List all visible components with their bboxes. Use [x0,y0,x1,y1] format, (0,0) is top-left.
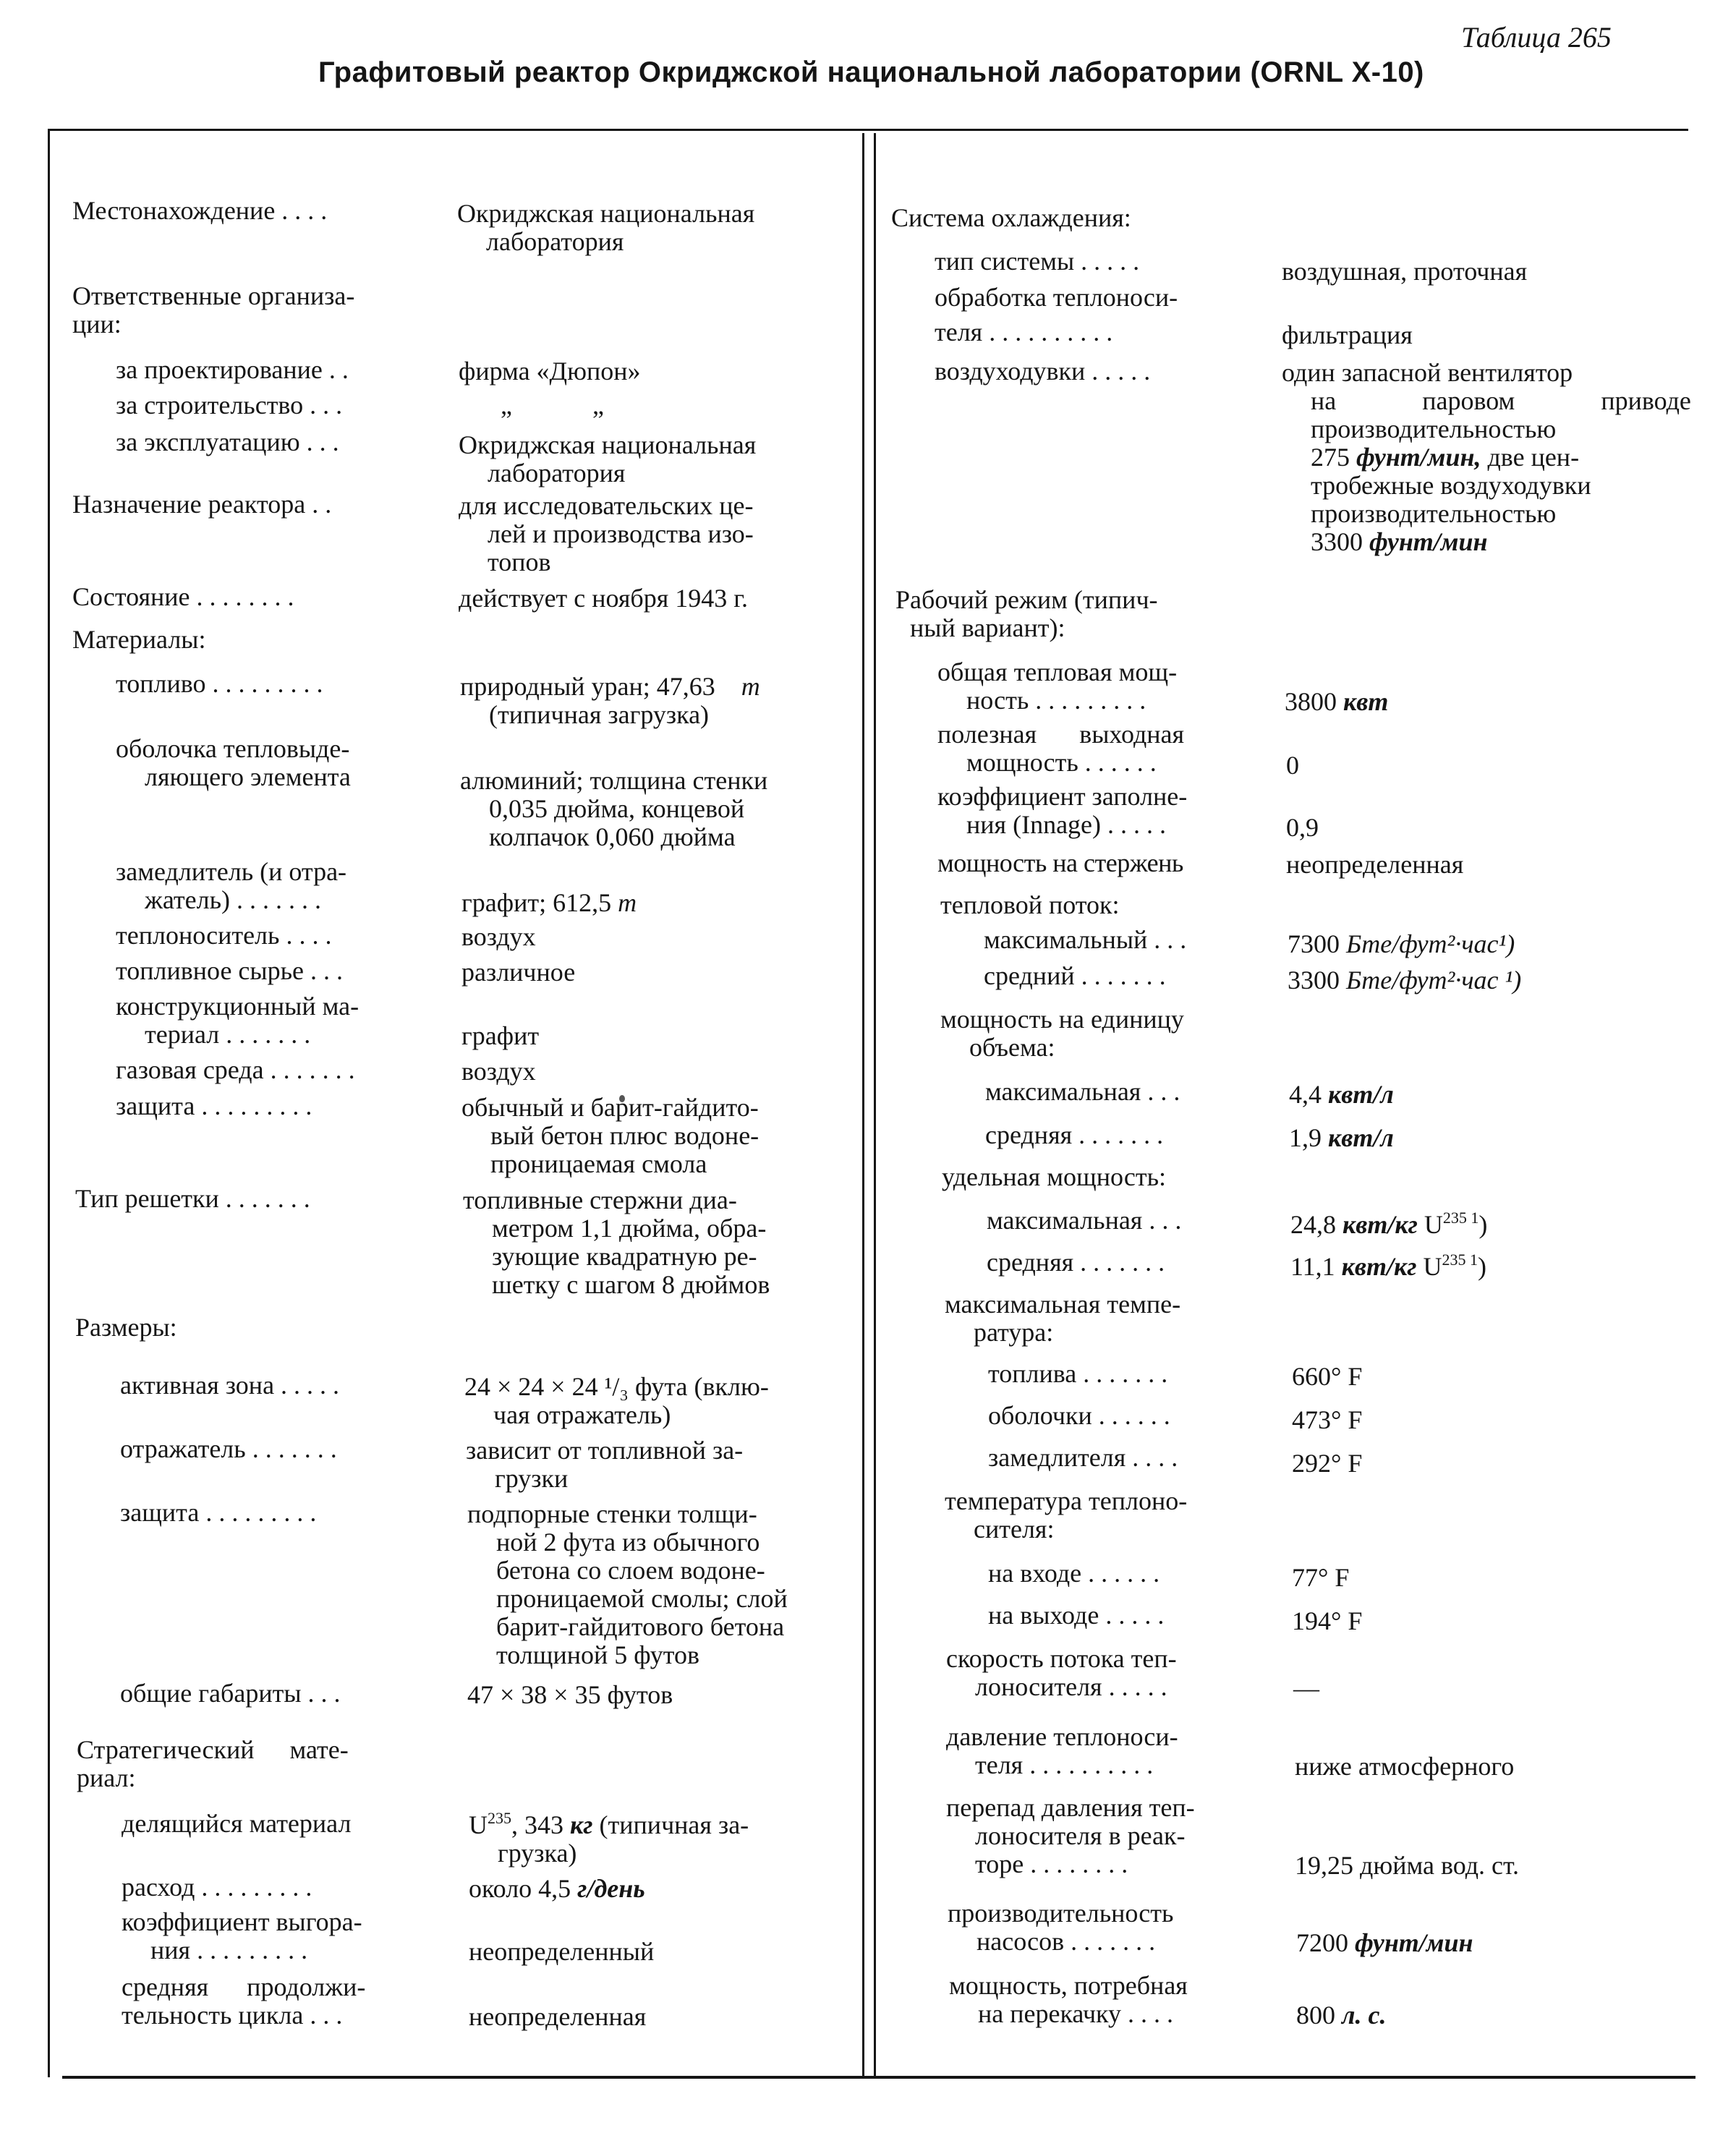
fill-factor-label: коэффициент заполне- [937,782,1188,811]
column-divider [862,133,864,2076]
dp-value: 19,25 дюйма вод. ст. [1295,1851,1520,1880]
blowers-value-3: производительностью [1311,414,1557,443]
t-clad-value: 473° F [1292,1405,1363,1434]
t-in-label: на входе . . . . . . [988,1559,1160,1588]
flow-value: — [1293,1674,1319,1703]
shield-value-6: толщиной 5 футов [496,1640,699,1669]
rod-power-label: мощность на стержень [937,848,1183,877]
orgs-label-cont: ции: [72,310,122,338]
fuel-label: топливо . . . . . . . . . [116,669,323,698]
flow-label-cont: лоносителя . . . . . [975,1672,1167,1701]
flow-label: скорость потока теп- [946,1644,1177,1673]
fissile-value: $U^{235}$, 343 кг (типичная за- [469,1809,749,1839]
pumps-label: производительность [948,1899,1174,1928]
shield-label: защита . . . . . . . . . [120,1498,317,1527]
sys-type-label: тип системы . . . . . [935,247,1140,276]
flux-avg-value: 3300 Бте/фут²·час ¹) [1288,966,1522,995]
dp-label-3: торе . . . . . . . . [975,1849,1128,1878]
core-value-cont: чая отражатель) [493,1400,671,1429]
design-label: за проектирование . . [116,355,349,384]
operation-value: Окриджская национальная [459,430,757,459]
materials-label: Материалы: [72,625,206,654]
thermal-label: общая тепловая мощ- [937,657,1178,686]
construction-label: за строительство . . . [116,391,343,420]
shield-value-4: проницаемой смолы; слой [496,1584,788,1613]
gas-label: газовая среда . . . . . . . [116,1055,355,1084]
sp-max-label: максимальная . . . [987,1206,1182,1235]
rod-power-value: неопределенная [1286,850,1464,879]
treatment-label-cont: теля . . . . . . . . . . [935,318,1113,346]
thermal-label-cont: ность . . . . . . . . . [966,686,1146,715]
shielding-label: защита . . . . . . . . . [116,1091,312,1120]
fertile-label: топливное сырье . . . [116,956,343,985]
reflector-value-cont: грузки [495,1464,569,1493]
purpose-label: Назначение реактора . . [72,490,332,519]
lattice-value: топливные стержни диа- [463,1185,737,1214]
pumps-label-cont: насосов . . . . . . . [977,1927,1156,1956]
strategic-label: Стратегический мате- [77,1735,349,1764]
t-clad-label: оболочки . . . . . . [988,1401,1170,1430]
coolant-temp-label: температура теплоно- [945,1486,1188,1515]
purpose-value-2: лей и производства изо- [488,519,754,548]
overall-label: общие габариты . . . [120,1679,341,1708]
dp-label: перепад давления теп- [946,1793,1195,1822]
cycle-label-cont: тельность цикла . . . [122,2001,343,2030]
cycle-label: средняя продолжи- [122,1972,366,2001]
net-output-label: полезная выходная [937,720,1185,749]
operation-value-cont: лаборатория [488,459,626,487]
cooling-label: Система охлаждения: [891,203,1131,232]
regime-label-cont: ный вариант): [910,613,1065,642]
consumption-value: около 4,5 г/день [469,1874,645,1903]
pumping-label-cont: на перекачку . . . . [978,1999,1174,2028]
reflector-value: зависит от топливной за- [466,1436,744,1465]
blowers-value-5: тробежные воздуходувки [1311,471,1591,500]
fuel-value: природный уран; 47,63 т [460,672,760,701]
lattice-value-2: метром 1,1 дюйма, обра- [492,1214,767,1243]
coolant-label: теплоноситель . . . . [116,921,332,950]
cycle-value: неопределенная [469,2002,647,2031]
page-title: Графитовый реактор Окриджской национальной лаборатории (ORNL X-10) [318,56,1424,88]
pd-avg-label: средняя . . . . . . . [985,1120,1164,1149]
pressure-label-cont: теля . . . . . . . . . . [975,1750,1154,1779]
coolant-value: воздух [461,922,536,951]
power-density-label-cont: объема: [969,1033,1055,1062]
cladding-value-2: 0,035 дюйма, концевой [489,794,745,823]
fill-factor-label-cont: ния (Innage) . . . . . [966,810,1167,839]
power-density-label: мощность на единицу [940,1005,1184,1034]
blowers-value: один запасной вентилятор [1282,358,1573,387]
column-divider-second [874,133,876,2076]
flux-max-value: 7300 Бте/фут²·час¹) [1288,929,1515,958]
operation-label: за эксплуатацию . . . [116,427,339,456]
construction-value: „ „ [501,391,608,420]
specific-power-label: удельная мощность: [942,1162,1167,1191]
structural-label: конструкционный ма- [116,992,359,1021]
overall-value: 47 × 38 × 35 футов [467,1680,673,1709]
blowers-value-4: 275 фунт/мин, две цен- [1311,443,1580,472]
blowers-value-2: на паровом приводе [1311,386,1691,415]
top-rule [48,129,1688,131]
net-output-value: 0 [1286,751,1299,780]
structural-value: графит [461,1021,540,1050]
treatment-label: обработка теплоноси- [935,283,1178,312]
cladding-label: оболочка тепловыде- [116,734,350,763]
fill-factor-value: 0,9 [1286,813,1319,842]
reflector-label: отражатель . . . . . . . [120,1434,337,1463]
fuel-value-cont: (типичная загрузка) [489,700,710,729]
regime-label: Рабочий режим (типич- [895,585,1158,614]
bottom-rule [62,2076,1695,2079]
sp-avg-label: средняя . . . . . . . [987,1248,1165,1277]
moderator-value: графит; 612,5 т [461,888,637,917]
fertile-value: различное [461,958,576,987]
max-temp-label: максимальная темпе- [945,1290,1181,1319]
flux-max-label: максимальный . . . [984,925,1187,954]
shielding-value: обычный и барит-гайдито- [461,1093,759,1122]
strategic-label-cont: риал: [77,1763,136,1792]
cladding-value: алюминий; толщина стенки [460,766,768,795]
shield-value: подпорные стенки толщи- [467,1499,757,1528]
sp-avg-value: 11,1 квт/кг $U^{235 1}$) [1290,1251,1487,1281]
structural-label-cont: териал . . . . . . . [145,1020,311,1049]
lattice-value-3: зующие квадратную ре- [492,1242,757,1271]
shielding-value-3: проницаемая смола [490,1149,707,1178]
cladding-label-cont: ляющего элемента [145,762,351,791]
purpose-value-3: топов [488,548,551,576]
pd-max-value: 4,4 квт/л [1289,1080,1394,1109]
pressure-value: ниже атмосферного [1295,1752,1515,1781]
blowers-value-7: 3300 фунт/мин [1311,527,1488,556]
blowers-label: воздуходувки . . . . . [935,357,1151,386]
moderator-label-cont: жатель) . . . . . . . [145,885,322,914]
sp-max-value: 24,8 квт/кг $U^{235 1}$) [1290,1209,1488,1239]
purpose-value: для исследовательских це- [459,491,754,520]
pumps-value: 7200 фунт/мин [1296,1928,1473,1957]
burnup-value: неопределенный [469,1937,655,1966]
pressure-label: давление теплоноси- [946,1722,1178,1751]
pumping-label: мощность, потребная [949,1971,1188,2000]
t-mod-label: замедлителя . . . . [988,1443,1178,1472]
t-fuel-label: топлива . . . . . . . [988,1359,1168,1388]
consumption-label: расход . . . . . . . . . [122,1873,312,1902]
burnup-label: коэффициент выгора- [122,1907,362,1936]
pd-max-label: максимальная . . . [985,1077,1180,1106]
orgs-label: Ответственные организа- [72,281,355,310]
shield-value-2: ной 2 фута из обычного [496,1528,760,1557]
treatment-value: фильтрация [1282,320,1413,349]
coolant-temp-label-cont: сителя: [974,1515,1055,1543]
shielding-value-2: вый бетон плюс водоне- [490,1121,760,1150]
shield-value-5: барит-гайдитового бетона [496,1612,785,1641]
burnup-label-cont: ния . . . . . . . . . [150,1936,308,1964]
left-border [48,129,50,2077]
blowers-value-6: производительностью [1311,499,1557,528]
lattice-label: Тип решетки . . . . . . . [75,1184,310,1213]
status-label: Состояние . . . . . . . . [72,582,294,611]
gas-value: воздух [461,1057,536,1086]
table-number: Таблица 265 [1461,21,1612,54]
pd-avg-value: 1,9 квт/л [1289,1123,1394,1152]
net-output-label-cont: мощность . . . . . . [966,748,1157,777]
pumping-value: 800 л. с. [1296,2001,1387,2030]
t-in-value: 77° F [1292,1563,1350,1592]
t-mod-value: 292° F [1292,1449,1363,1478]
t-out-value: 194° F [1292,1606,1363,1635]
heat-flux-label: тепловой поток: [940,890,1120,919]
fissile-value-cont: грузка) [498,1839,577,1868]
max-temp-label-cont: ратура: [974,1318,1054,1347]
fissile-label: делящийся материал [122,1809,352,1838]
dimensions-label: Размеры: [75,1313,177,1342]
core-value: 24 × 24 × 24 ¹/₃ фута (вклю- [464,1372,769,1401]
thermal-value: 3800 квт [1285,687,1389,716]
flux-avg-label: средний . . . . . . . [984,961,1166,990]
moderator-label: замедлитель (и отра- [116,857,347,886]
design-value: фирма «Дюпон» [459,357,641,386]
status-value: действует с ноября 1943 г. [459,584,748,613]
t-fuel-value: 660° F [1292,1362,1363,1391]
lattice-value-4: шетку с шагом 8 дюймов [492,1270,770,1299]
location-label: Местонахождение . . . . [72,196,328,225]
cladding-value-3: колпачок 0,060 дюйма [489,822,736,851]
sys-type-value: воздушная, проточная [1282,257,1528,286]
location-value: Окриджская национальная [457,199,755,228]
location-value-cont: лаборатория [486,227,624,256]
dp-label-2: лоносителя в реак- [975,1821,1186,1850]
shield-value-3: бетона со слоем водоне- [496,1556,765,1585]
t-out-label: на выходе . . . . . [988,1601,1165,1630]
core-label: активная зона . . . . . [120,1371,340,1400]
